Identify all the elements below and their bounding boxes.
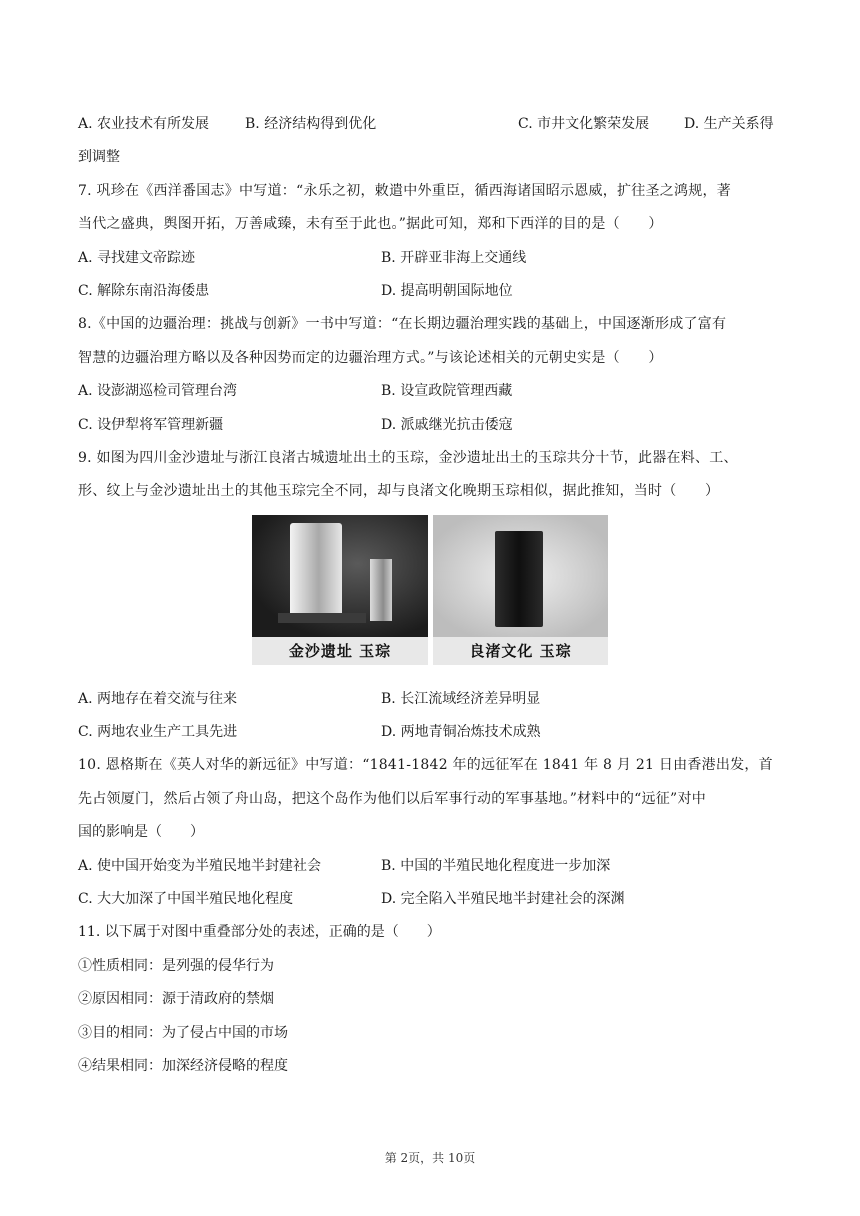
jade-cong-small (370, 559, 392, 621)
page-content (78, 108, 782, 1083)
q8-options-row-2 (78, 409, 782, 442)
page-footer: 第 2页，共 10页 (384, 1151, 476, 1165)
q10-option-a: A. 使中国开始变为半殖民地半封建社会 (78, 857, 322, 874)
q7-options-row-1 (78, 242, 782, 275)
q8-options-row-1 (78, 375, 782, 408)
jade-cong-large (290, 523, 342, 617)
jinsha-jade-cong-photo (252, 515, 428, 665)
q11-item-2: ②原因相同：源于清政府的禁烟 (78, 991, 274, 1008)
q8-option-a: A. 设澎湖巡检司管理台湾 (78, 383, 238, 400)
q6-option-b: B. 经济结构得到优化 (245, 116, 377, 132)
q8-option-d: D. 派戚继光抗击倭寇 (381, 416, 513, 433)
liangzhu-caption: 良渚文化 玉琮 (433, 637, 608, 665)
q7-option-b: B. 开辟亚非海上交通线 (381, 249, 527, 266)
q8-option-b: B. 设宣政院管理西藏 (381, 383, 513, 400)
q9-option-c: C. 两地农业生产工具先进 (78, 724, 238, 741)
q10-option-d: D. 完全陷入半殖民地半封建社会的深渊 (381, 891, 625, 908)
q10-stem-line-3: 国的影响是（ ） (78, 824, 204, 841)
jinsha-caption: 金沙遗址 玉琮 (252, 637, 428, 665)
q11-item-1: ①性质相同：是列强的侵华行为 (78, 957, 274, 974)
q8-stem-line-1: 8.《中国的边疆治理：挑战与创新》一书中写道：“在长期边疆治理实践的基础上，中国逐渐形成了富有 (78, 316, 727, 333)
jinsha-photo-area (252, 515, 428, 637)
q10-option-c: C. 大大加深了中国半殖民地化程度 (78, 891, 294, 908)
q10-stem-line-1: 10. 恩格斯在《英人对华的新远征》中写道：“1841-1842 年的远征军在 1841 年 8 月 21 日由香港出发，首 (78, 757, 773, 774)
q7-option-c: C. 解除东南沿海倭患 (78, 282, 210, 299)
q11-stem: 11. 以下属于对图中重叠部分处的表述，正确的是（ ） (78, 924, 441, 941)
q9-option-b: B. 长江流域经济差异明显 (381, 690, 541, 707)
liangzhu-jade-cong-photo (433, 515, 608, 665)
q8-option-c: C. 设伊犁将军管理新疆 (78, 416, 224, 433)
q9-option-a: A. 两地存在着交流与往来 (78, 690, 238, 707)
q10-option-b: B. 中国的半殖民地化程度进一步加深 (381, 857, 611, 874)
q9-options-row-1 (78, 683, 782, 716)
q9-option-d: D. 两地青铜冶炼技术成熟 (381, 724, 541, 741)
q6-options-row (78, 108, 782, 141)
q7-stem-line-1: 7. 巩珍在《西洋番国志》中写道：“永乐之初，敕遣中外重臣，循西海诸国昭示恩威，扩往圣之鸿规，著 (78, 182, 731, 199)
display-stand (278, 613, 366, 623)
q7-option-d: D. 提高明朝国际地位 (381, 282, 513, 299)
q11-item-4: ④结果相同：加深经济侵略的程度 (78, 1057, 288, 1074)
q10-options-row-2 (78, 883, 782, 916)
jade-cong-dark (495, 531, 543, 627)
q11-item-3: ③目的相同：为了侵占中国的市场 (78, 1024, 288, 1041)
q6-option-d: D. 生产关系得 (684, 116, 774, 132)
q10-options-row-1 (78, 850, 782, 883)
q6-option-a: A. 农业技术有所发展 (78, 116, 210, 132)
q9-stem-line-1: 9. 如图为四川金沙遗址与浙江良渚古城遗址出土的玉琮，金沙遗址出土的玉琮共分十节，此器在料、工、 (78, 449, 738, 466)
q6-option-d-wrap: 到调整 (78, 149, 120, 166)
q8-stem-line-2: 智慧的边疆治理方略以及各种因势而定的边疆治理方式。”与该论述相关的元朝史实是（ ） (78, 349, 663, 366)
q9-options-row-2 (78, 716, 782, 749)
q6-option-c: C. 市井文化繁荣发展 (518, 116, 650, 132)
q7-stem-line-2: 当代之盛典，舆图开拓，万善咸臻，未有至于此也。”据此可知，郑和下西洋的目的是（ ） (78, 216, 663, 233)
q7-option-a: A. 寻找建文帝踪迹 (78, 249, 196, 266)
jade-cong-figure (78, 515, 782, 675)
q9-stem-line-2: 形、纹上与金沙遗址出土的其他玉琮完全不同，却与良渚文化晚期玉琮相似，据此推知，当时（ ） (78, 483, 720, 500)
q10-stem-line-2: 先占领厦门，然后占领了舟山岛，把这个岛作为他们以后军事行动的军事基地。”材料中的“远征”对中 (78, 790, 706, 807)
liangzhu-photo-area (433, 515, 608, 637)
q7-options-row-2 (78, 275, 782, 308)
